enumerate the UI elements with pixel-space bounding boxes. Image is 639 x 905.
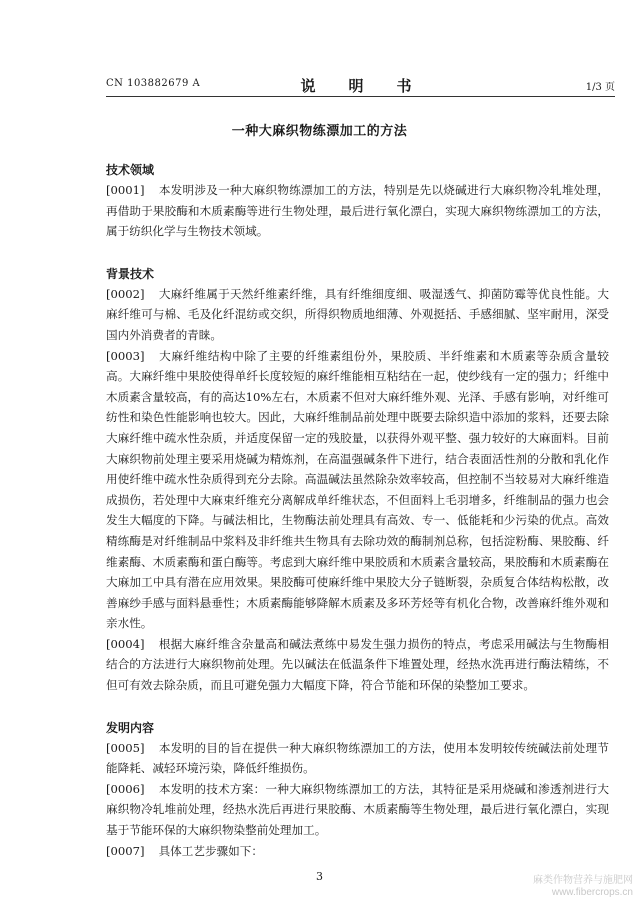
paragraph-0003 bbox=[106, 346, 609, 634]
paragraph-text: 本发明的目的旨在提供一种大麻织物练漂加工的方法，使用本发明较传统碱法前处理节能降耗、减轻环境污染，降低纤维损伤。 bbox=[106, 740, 609, 776]
document-type: 说 明 书 bbox=[300, 77, 421, 95]
paragraph-0005 bbox=[106, 738, 609, 779]
paragraph-number: [0006] bbox=[106, 781, 145, 796]
paragraph-text: 根据大麻纤维含杂量高和碱法煮练中易发生强力损伤的特点，考虑采用碱法与生物酶相结合的方法进行大麻织物前处理。先以碱法在低温条件下堆置处理，经热水洗再进行酶法精练，不但可有效去除杂质，而且可避免强力大幅度下降，符合节能和环保的染整加工要求。 bbox=[106, 636, 609, 693]
paragraph-text: 本发明涉及一种大麻织物练漂加工的方法，特别是先以烧碱进行大麻织物冷轧堆处理，再借助于果胶酶和木质素酶等进行生物处理，最后进行氧化漂白，实现大麻织物练漂加工的方法，属于纺织化学与生物技术领域。 bbox=[106, 183, 609, 239]
page-header bbox=[106, 76, 615, 97]
paragraph-0004 bbox=[106, 634, 609, 696]
patent-number: CN 103882679 A bbox=[106, 78, 201, 89]
paragraph-number: [0003] bbox=[106, 348, 145, 363]
paragraph-0006 bbox=[106, 779, 609, 841]
paragraph-number: [0001] bbox=[106, 183, 145, 197]
section-heading-summary: 发明内容 bbox=[106, 720, 155, 735]
section-heading-background: 背景技术 bbox=[106, 266, 155, 281]
watermark-url: www.fibercrops.cn bbox=[551, 887, 633, 898]
paragraph-number: [0005] bbox=[106, 740, 145, 755]
paragraph-number: [0004] bbox=[106, 636, 145, 651]
paragraph-text: 大麻纤维结构中除了主要的纤维素组份外，果胶质、半纤维素和木质素等杂质含量较高。大麻纤维中果胶使得单纤长度较短的麻纤维能相互粘结在一起，使纱线有一定的强力；纤维中木质素含量较高，有的高达10%左右，木质素不但对大麻纤维外观、光泽、手感有影响，对纤维可纺性和染色性能影响也较大。因此，大麻纤维制品前处理中既要去除织造中添加的浆料，还要去除大麻纤维中疏水性杂质，并适度保留一定的残胶量，以获得外观平整、强力较好的大麻面料。目前大麻织物前处理主要采用烧碱为精炼剂，在高温强碱条件下进行，结合表面活性剂的分散和乳化作用使纤维中疏水性杂质得到充分去除。高温碱法虽然除杂效率较高，但控制不当较易对大麻纤维造成损伤，若处理中大麻束纤维充分离解成单纤维状态，不但面料上毛羽增多，纤维制品的强力也会发生大幅度的下降。与碱法相比，生物酶法前处理具有高效、专一、低能耗和少污染的优点。高效精练酶是对纤维制品中浆料及非纤维共生物具有去除功效的酶制剂总称，包括淀粉酶、果胶酶、纤维素酶、木质素酶和蛋白酶等。考虑到大麻纤维中果胶质和木质素含量较高，果胶酶和木质素酶在大麻加工中具有潜在应用效果。果胶酶可使麻纤维中果胶大分子链断裂，杂质复合体结构松散，改善麻纱手感与面料悬垂性；木质素酶能够降解木质素及多环芳烃等有机化合物，改善麻纤维外观和亲水性。 bbox=[106, 348, 609, 631]
section-heading-technical-field: 技术领域 bbox=[106, 163, 155, 177]
paragraph-0007 bbox=[106, 841, 609, 862]
paragraph-text: 大麻纤维属于天然纤维素纤维，具有纤维细度细、吸湿透气、抑菌防霉等优良性能。大麻纤维可与棉、毛及化纤混纺或交织，所得织物质地细薄、外观挺括、手感细腻、坚牢耐用，深受国内外消费者的青睐。 bbox=[106, 286, 609, 342]
document-body bbox=[106, 160, 609, 861]
page-number: 3 bbox=[316, 870, 323, 883]
paragraph-text: 本发明的技术方案：一种大麻织物练漂加工的方法，其特征是采用烧碱和渗透剂进行大麻织物冷轧堆前处理，经热水洗后再进行果胶酶、木质素酶等生物处理，最后进行氧化漂白，实现基于节能环保的大麻织物染整前处理加工。 bbox=[106, 781, 609, 838]
document-title: 一种大麻织物练漂加工的方法 bbox=[231, 124, 408, 139]
page-indicator: 1/3 页 bbox=[585, 82, 615, 93]
watermark-site-name: 麻类作物营养与施肥网 bbox=[533, 875, 633, 886]
watermark bbox=[533, 875, 633, 899]
paragraph-number: [0007] bbox=[106, 843, 145, 858]
paragraph-0001 bbox=[106, 180, 609, 242]
paragraph-text: 具体工艺步骤如下： bbox=[158, 843, 263, 858]
paragraph-number: [0002] bbox=[106, 286, 145, 301]
paragraph-0002 bbox=[106, 284, 609, 346]
